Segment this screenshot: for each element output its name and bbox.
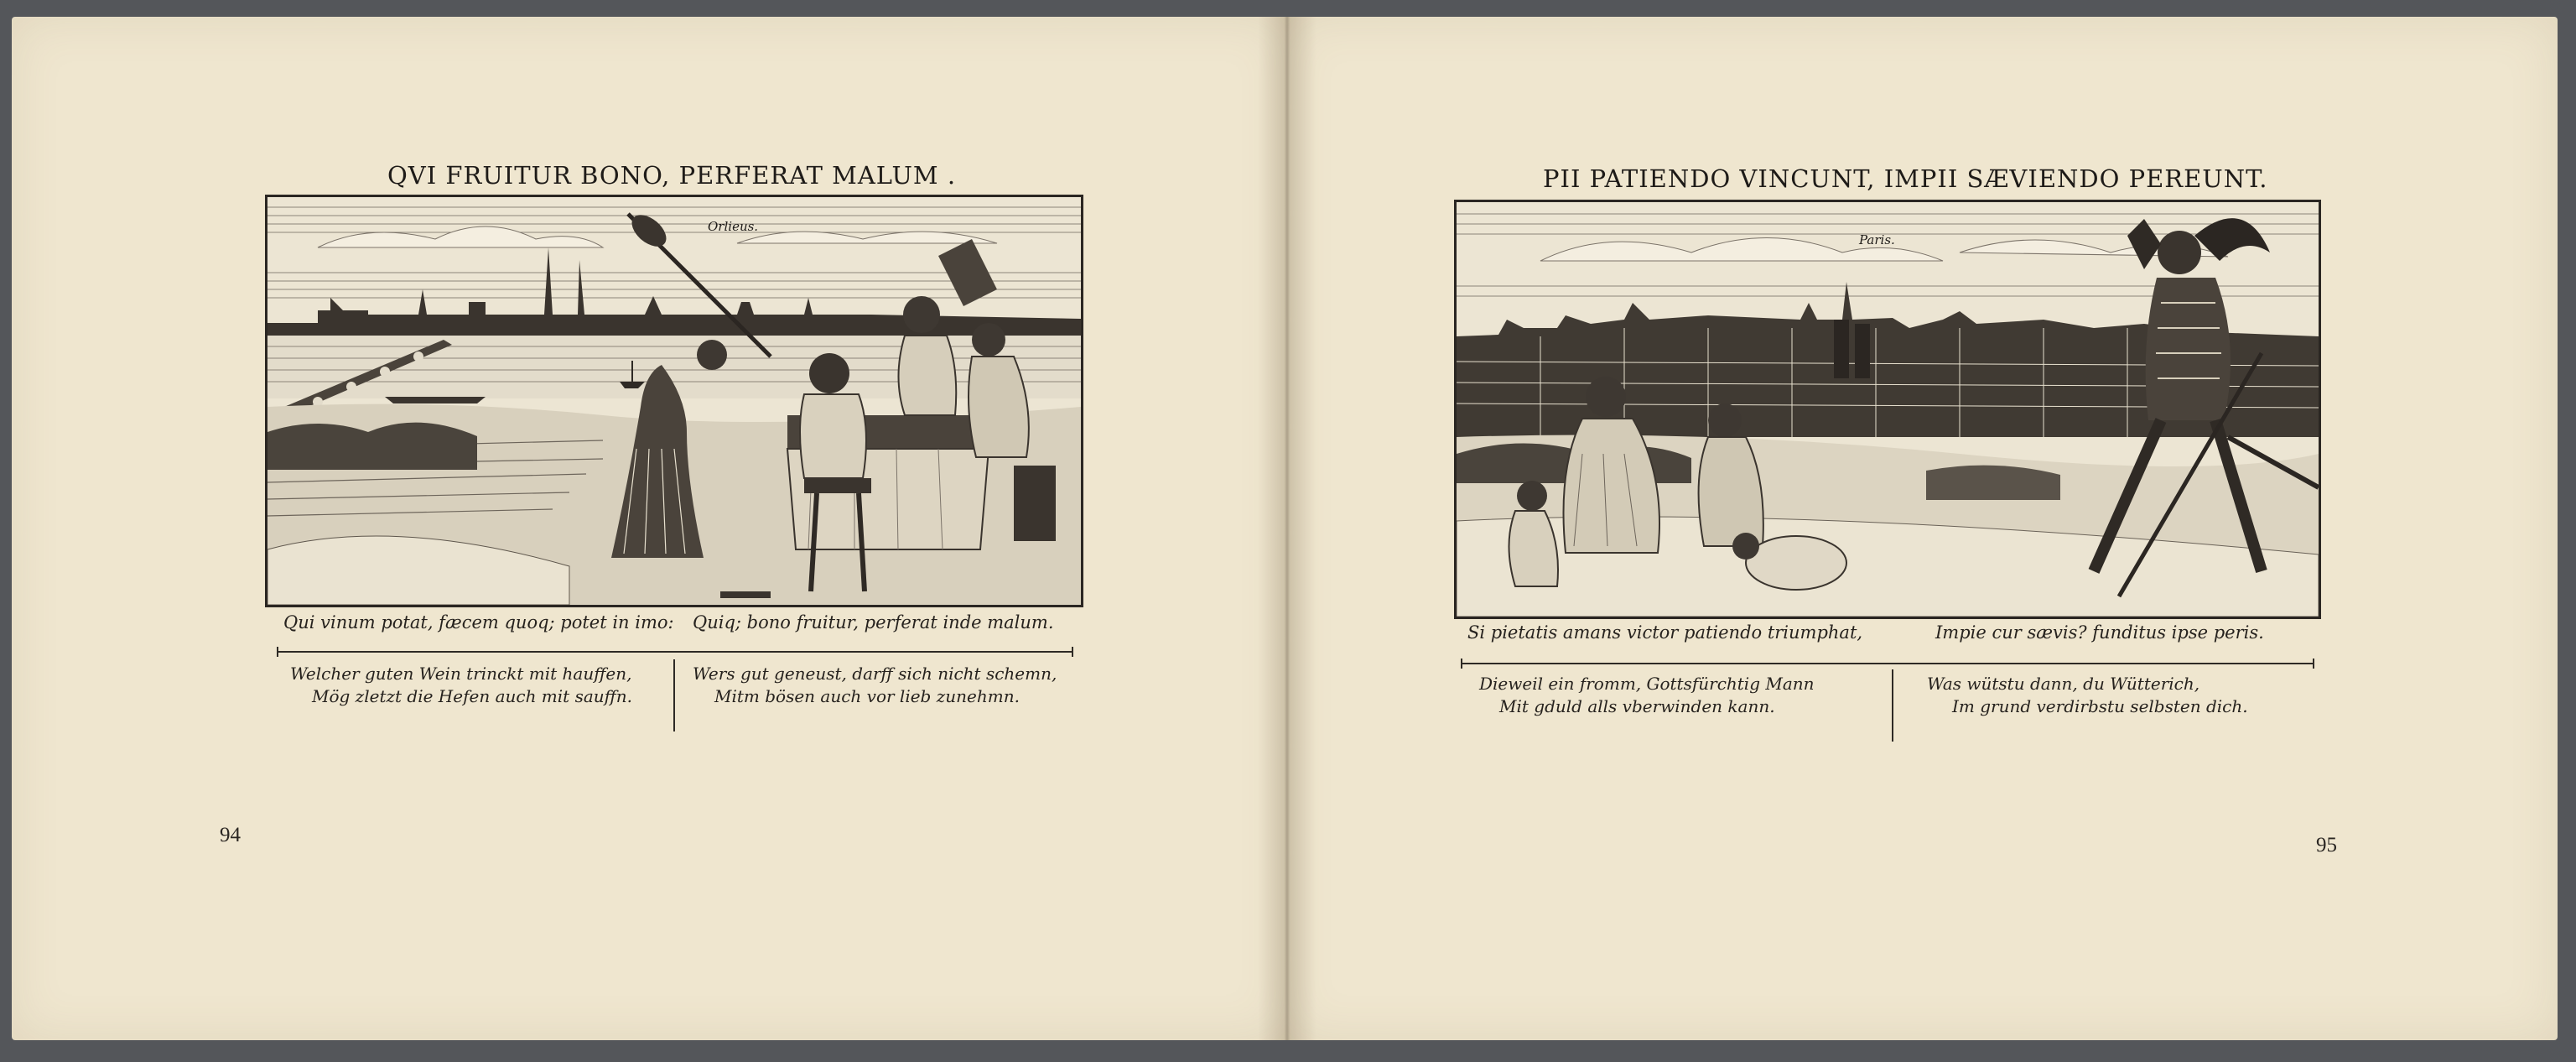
right-place-label: Paris. (1859, 232, 1895, 247)
right-latin-caption-2: Impie cur sævis? funditus ipse peris. (1935, 622, 2264, 643)
left-latin-caption-1: Qui vinum potat, fæcem quoq; potet in imo: (283, 612, 674, 633)
verse-line: Mitm bösen auch vor lieb zunehmn. (714, 686, 1020, 706)
verse-line: Wers gut geneust, darff sich nicht schemn, (693, 664, 1057, 684)
verse-line: Was wütstu dann, du Wütterich, (1927, 674, 2200, 694)
left-german-verse-2 (693, 663, 1057, 708)
right-caption-rule (1461, 663, 2314, 664)
right-latin-caption-1: Si pietatis amans victor patiendo triumphat, (1467, 622, 1863, 643)
right-page-number: 95 (2316, 834, 2337, 856)
verse-line: Dieweil ein fromm, Gottsfürchtig Mann (1479, 674, 1815, 694)
verse-line: Mit gduld alls vberwinden kann. (1499, 696, 1775, 716)
left-verse-divider (673, 659, 675, 731)
right-motto: PII PATIENDO VINCUNT, IMPII SÆVIENDO PEREUNT. (1543, 164, 2268, 193)
left-place-label: Orlieus. (708, 219, 759, 234)
verse-line: Mög zletzt die Hefen auch mit sauffn. (312, 686, 633, 706)
right-verse-divider (1892, 669, 1893, 742)
left-engraving (265, 195, 1083, 607)
book-gutter (1258, 17, 1317, 1040)
left-latin-caption-2: Quiq; bono fruitur, perferat inde malum. (693, 612, 1054, 633)
left-german-verse-1 (290, 663, 632, 708)
verse-line: Im grund verdirbstu selbsten dich. (1952, 696, 2248, 716)
right-engraving (1454, 200, 2321, 619)
verse-line: Welcher guten Wein trinckt mit hauffen, (290, 664, 632, 684)
left-caption-rule (277, 651, 1073, 653)
right-german-verse-1 (1479, 673, 1815, 718)
left-page-number: 94 (220, 824, 241, 846)
right-german-verse-2 (1927, 673, 2248, 718)
left-motto: QVI FRUITUR BONO, PERFERAT MALUM . (387, 161, 957, 190)
